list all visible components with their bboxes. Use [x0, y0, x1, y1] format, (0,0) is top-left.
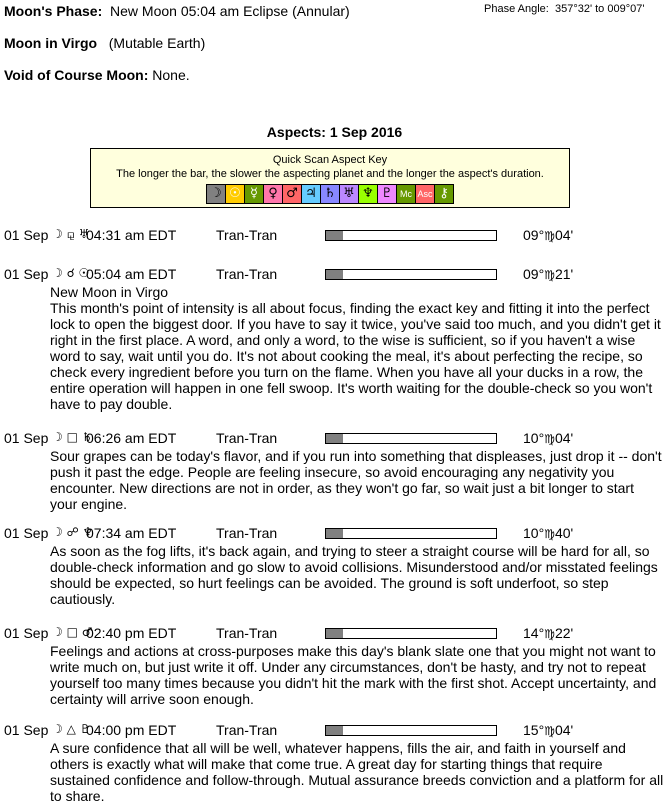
aspect-interpretation-title: New Moon in Virgo [50, 284, 169, 300]
aspect-duration-bar [325, 628, 497, 639]
aspect-duration-bar-fill [326, 629, 343, 638]
aspect-time: 02:40 pm EDT [86, 625, 177, 641]
aspect-date: 01 Sep [4, 625, 49, 641]
aspect-entry [4, 625, 664, 707]
aspect-position [523, 430, 573, 446]
virgo-icon: ♍ [544, 229, 555, 243]
sun-icon: ☉ [226, 185, 245, 203]
aspect-interpretation [50, 284, 665, 412]
virgo-icon: ♍ [544, 627, 555, 641]
venus-icon: ♀ [264, 185, 283, 203]
aspect-time: 04:31 am EDT [86, 227, 177, 243]
aspect-entry [4, 525, 664, 607]
position-degree: 09° [523, 266, 545, 282]
virgo-icon: ♍ [544, 527, 555, 541]
aspect-type: Tran-Tran [216, 227, 278, 243]
aspect-row [4, 430, 664, 448]
position-degree: 09° [523, 227, 545, 243]
position-minute: 22' [554, 625, 574, 641]
aspect-position [523, 625, 573, 641]
aspect-time: 04:00 pm EDT [86, 722, 177, 738]
aspect-duration-bar [325, 725, 497, 736]
aspect-glyphs-icon: ☽ □ ♄ [52, 430, 93, 444]
moon-sign-value: (Mutable Earth) [108, 35, 206, 51]
aspect-glyphs-icon: ☽ ☌ ☉ [52, 266, 90, 280]
position-degree: 14° [523, 625, 545, 641]
aspect-position [523, 525, 573, 541]
virgo-icon: ♍ [544, 724, 555, 738]
jupiter-icon: ♃ [302, 185, 321, 203]
aspect-duration-bar-fill [326, 270, 343, 279]
ascendant-icon: Asc [416, 185, 435, 203]
position-minute: 04' [554, 430, 574, 446]
aspect-type: Tran-Tran [216, 266, 278, 282]
midheaven-icon: Mc [397, 185, 416, 203]
aspect-duration-bar-fill [326, 726, 343, 735]
aspect-interpretation-text: Sour grapes can be today's flavor, and if you run into something that displeases, just drop it -- don't push it past the edge. People are feeling insecure, so avoid encouraging any negativity you encounter. New directions are not in order, as they won't go far, so wait just a bit longer to start your engine. [50, 448, 662, 512]
virgo-icon: ♍ [544, 268, 555, 282]
moon-phase-value: New Moon 05:04 am Eclipse (Annular) [110, 3, 350, 19]
aspect-entry [4, 430, 664, 512]
aspect-interpretation-text: A sure confidence that all will be well, whatever happens, fills the air, and faith in yourself and others is exactly what will make that come true. A great day for starting things that require sustained confidence and follow-through. Mutual assurance breeds conviction and a platform for all to share. [50, 740, 664, 804]
aspect-duration-bar [325, 433, 497, 444]
aspect-date: 01 Sep [4, 722, 49, 738]
aspect-entry [4, 722, 664, 804]
position-minute: 04' [554, 227, 574, 243]
moon-phase-line [4, 3, 350, 19]
phase-angle-value: 357°32' to 009°07' [554, 3, 645, 15]
aspect-duration-bar [325, 230, 497, 241]
aspect-entry [4, 266, 664, 412]
aspect-date: 01 Sep [4, 525, 49, 541]
aspect-time: 05:04 am EDT [86, 266, 177, 282]
mercury-icon: ☿ [245, 185, 264, 203]
aspect-row [4, 525, 664, 543]
aspect-interpretation-text: Feelings and actions at cross-purposes make this day's blank slate one that you might not want to write much on, but just write it off. Under any circumstances, don't be hasty, and try not to repeat yourself too many times because you didn't hit the mark with the first shot. Accept uncertainty, and certainty will arrive soon enough. [50, 643, 657, 707]
aspect-duration-bar-fill [326, 434, 343, 443]
phase-angle [484, 3, 644, 15]
moon-icon: ☽ [207, 185, 226, 203]
aspect-type: Tran-Tran [216, 525, 278, 541]
aspect-glyphs-icon: ☽ □ ♂ [52, 625, 93, 639]
aspect-row [4, 266, 664, 284]
moon-sign-label: Moon in Virgo [4, 35, 98, 51]
aspect-row [4, 625, 664, 643]
moon-phase-label: Moon's Phase: [4, 3, 103, 19]
aspect-key-description: The longer the bar, the slower the aspecting planet and the longer the aspect's duration. [116, 168, 544, 180]
position-minute: 04' [554, 722, 574, 738]
mars-icon: ♂ [283, 185, 302, 203]
aspect-duration-bar-fill [326, 529, 343, 538]
aspect-type: Tran-Tran [216, 430, 278, 446]
position-minute: 21' [554, 266, 574, 282]
aspect-glyphs-icon: ☽ △ ♇ [52, 722, 91, 736]
uranus-icon: ♅ [340, 185, 359, 203]
aspect-duration-bar-fill [326, 231, 343, 240]
aspect-row [4, 227, 664, 245]
aspect-interpretation-text: As soon as the fog lifts, it's back again, and trying to steer a straight course will be hard for all, so double-check information and go slow to avoid collisions. Misunderstood and/or misstated feelings should be expected, so hurt feelings can be avoided. The ground is soft underfoot, so step cautiously. [50, 543, 658, 607]
chiron-icon: ⚷ [435, 185, 453, 203]
virgo-icon: ♍ [544, 432, 555, 446]
aspect-time: 07:34 am EDT [86, 525, 177, 541]
aspect-position [523, 722, 573, 738]
aspect-date: 01 Sep [4, 266, 49, 282]
aspect-interpretation [50, 448, 665, 512]
position-degree: 15° [523, 722, 545, 738]
aspect-interpretation [50, 543, 665, 607]
aspects-title: Aspects: 1 Sep 2016 [266, 124, 403, 140]
aspect-interpretation [50, 740, 665, 804]
void-of-course-line [4, 67, 190, 83]
aspect-position [523, 266, 573, 282]
neptune-icon: ♆ [359, 185, 378, 203]
aspect-glyphs-icon: ☽ ⚼ ♅ [52, 227, 90, 241]
aspect-glyphs-icon: ☽ ☍ ♆ [52, 525, 94, 539]
aspect-time: 06:26 am EDT [86, 430, 177, 446]
aspect-interpretation-text: This month's point of intensity is all about focus, finding the exact key and fitting it into the perfect lock to open the biggest door. If you have to say it twice, you've said too much, and you didn't get it right in the first place. A word, and only a word, to the wise is sufficient, so if you haven't a wise word to say, wait until you do. It's not about cooking the meal, it's about perfecting the recipe, so check every ingredient before you turn on the flame. When you have all your ducks in a row, the entire operation will happen in one fell swoop. It's worth waiting for the double-check so you won't have to pay double. [50, 300, 661, 412]
pluto-icon: ♇ [378, 185, 397, 203]
aspect-date: 01 Sep [4, 227, 49, 243]
void-of-course-label: Void of Course Moon: [4, 67, 149, 83]
aspect-interpretation [50, 643, 665, 707]
aspect-date: 01 Sep [4, 430, 49, 446]
aspect-duration-bar [325, 269, 497, 280]
moon-sign-line [4, 35, 205, 51]
void-of-course-value: None. [152, 67, 190, 83]
position-degree: 10° [523, 430, 545, 446]
saturn-icon: ♄ [321, 185, 340, 203]
aspect-row [4, 722, 664, 740]
phase-angle-label: Phase Angle: [484, 3, 549, 15]
aspect-position [523, 227, 573, 243]
aspect-entry [4, 227, 664, 245]
aspect-key-title: Quick Scan Aspect Key [272, 154, 388, 166]
aspect-duration-bar [325, 528, 497, 539]
aspect-key-box [90, 148, 570, 208]
position-minute: 40' [554, 525, 574, 541]
aspect-type: Tran-Tran [216, 722, 278, 738]
aspect-type: Tran-Tran [216, 625, 278, 641]
planet-glyph-strip [206, 184, 454, 204]
position-degree: 10° [523, 525, 545, 541]
